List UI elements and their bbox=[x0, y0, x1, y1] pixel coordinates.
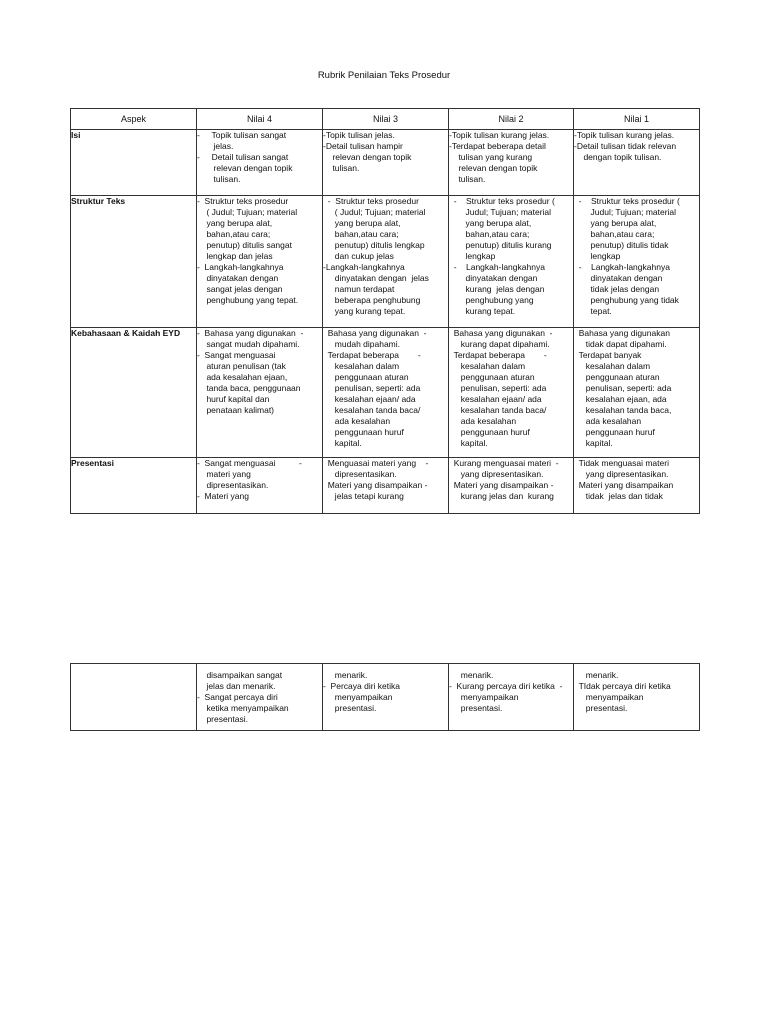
criteria-line: presentasi. bbox=[197, 714, 249, 724]
criteria-line: yang dipresentasikan. bbox=[449, 469, 544, 479]
criteria-cell bbox=[323, 664, 449, 731]
criteria-line: tulisan. bbox=[449, 174, 486, 184]
criteria-line: presentasi. bbox=[574, 703, 628, 713]
criteria-cell bbox=[197, 458, 323, 514]
criteria-line: kurang jelas dan kurang bbox=[449, 491, 554, 501]
criteria-line: Tidak menguasai materi bbox=[574, 458, 669, 468]
table-row bbox=[71, 130, 700, 196]
criteria-line: tulisan yang kurang bbox=[449, 152, 533, 162]
criteria-line: -Topik tulisan kurang jelas. bbox=[574, 130, 675, 140]
criteria-line: bahan,atau cara; bbox=[574, 229, 655, 239]
aspect-cell: Isi bbox=[71, 130, 197, 196]
criteria-cell bbox=[449, 196, 574, 328]
criteria-line: yang dipresentasikan. bbox=[574, 469, 669, 479]
criteria-line: penutup) ditulis sangat bbox=[197, 240, 292, 250]
criteria-line: kapital. bbox=[449, 438, 488, 448]
document-title: Rubrik Penilaian Teks Prosedur bbox=[317, 70, 451, 81]
criteria-cell bbox=[197, 328, 323, 458]
criteria-line: - Sangat menguasai - bbox=[197, 458, 302, 468]
criteria-line: bahan,atau cara; bbox=[323, 229, 399, 239]
criteria-line: Menguasai materi yang - bbox=[323, 458, 429, 468]
criteria-line: ( Judul; Tujuan; material bbox=[197, 207, 298, 217]
criteria-line: - Sangat percaya diri bbox=[197, 692, 278, 702]
criteria-line: ketika menyampaikan bbox=[197, 703, 289, 713]
criteria-line: beberapa penghubung bbox=[323, 295, 421, 305]
criteria-line: yang berupa alat, bbox=[323, 218, 401, 228]
criteria-cell bbox=[574, 130, 700, 196]
criteria-line: kesalahan tanda baca/ bbox=[449, 405, 547, 415]
column-header-nilai-3: Nilai 3 bbox=[323, 109, 449, 130]
criteria-line: penulisan, seperti: ada bbox=[323, 383, 421, 393]
criteria-line: kapital. bbox=[323, 438, 362, 448]
criteria-line: bahan,atau cara; bbox=[197, 229, 271, 239]
criteria-line: ada kesalahan bbox=[574, 416, 642, 426]
criteria-cell bbox=[449, 458, 574, 514]
criteria-line: tidak jelas dengan bbox=[574, 284, 660, 294]
criteria-line: disampaikan sangat bbox=[197, 670, 283, 680]
criteria-line: kapital. bbox=[574, 438, 613, 448]
criteria-line: -Detail tulisan hampir bbox=[323, 141, 403, 151]
criteria-line: - Struktur teks prosedur ( bbox=[449, 196, 555, 206]
criteria-line: ada kesalahan ejaan, bbox=[197, 372, 288, 382]
criteria-line: - Struktur teks prosedur bbox=[323, 196, 419, 206]
criteria-line: -Langkah-langkahnya bbox=[323, 262, 405, 272]
criteria-line: penutup) ditulis kurang bbox=[449, 240, 552, 250]
criteria-line: relevan dengan topik bbox=[449, 163, 538, 173]
criteria-line: -Topik tulisan jelas. bbox=[323, 130, 395, 140]
criteria-line: Terdapat beberapa - bbox=[449, 350, 547, 360]
criteria-line: kurang tepat. bbox=[449, 306, 516, 316]
aspect-cell: Kebahasaan & Kaidah EYD bbox=[71, 328, 197, 458]
table-header-row bbox=[71, 109, 700, 130]
criteria-line: dipresentasikan. bbox=[197, 480, 269, 490]
criteria-line: penggunaan aturan bbox=[323, 372, 409, 382]
criteria-line: tidak dapat dipahami. bbox=[574, 339, 667, 349]
criteria-line: dinyatakan dengan bbox=[449, 273, 538, 283]
criteria-line: lengkap bbox=[449, 251, 496, 261]
criteria-line: -Topik tulisan kurang jelas. bbox=[449, 130, 550, 140]
criteria-line: menyampaikan bbox=[574, 692, 644, 702]
criteria-line: kesalahan dalam bbox=[323, 361, 400, 371]
criteria-cell bbox=[449, 130, 574, 196]
column-header-nilai-1: Nilai 1 bbox=[574, 109, 700, 130]
rubric-table-continued bbox=[70, 663, 700, 731]
criteria-cell bbox=[449, 664, 574, 731]
criteria-line: lengkap bbox=[574, 251, 621, 261]
criteria-line: menarik. bbox=[449, 670, 494, 680]
criteria-line: tanda baca, penggunaan bbox=[197, 383, 301, 393]
criteria-line: penulisan, seperti: ada bbox=[574, 383, 672, 393]
criteria-line: dinyatakan dengan bbox=[574, 273, 663, 283]
criteria-line: penataan kalimat) bbox=[197, 405, 275, 415]
criteria-line: dinyatakan dengan jelas bbox=[323, 273, 429, 283]
aspect-cell: Presentasi bbox=[71, 458, 197, 514]
criteria-line: - Detail tulisan sangat bbox=[197, 152, 289, 162]
criteria-cell bbox=[574, 458, 700, 514]
criteria-line: - Langkah-langkahnya bbox=[197, 262, 284, 272]
criteria-line: jelas dan menarik. bbox=[197, 681, 276, 691]
criteria-line: kesalahan dalam bbox=[449, 361, 526, 371]
criteria-cell bbox=[323, 130, 449, 196]
criteria-line: kesalahan ejaan/ ada bbox=[323, 394, 416, 404]
criteria-line: yang berupa alat, bbox=[449, 218, 532, 228]
table-row bbox=[71, 328, 700, 458]
criteria-line: bahan,atau cara; bbox=[449, 229, 530, 239]
criteria-line: - Kurang percaya diri ketika - bbox=[449, 681, 563, 691]
criteria-line: penutup) ditulis tidak bbox=[574, 240, 669, 250]
criteria-line: Materi yang disampaikan - bbox=[323, 480, 428, 490]
criteria-line: ada kesalahan bbox=[323, 416, 391, 426]
criteria-line: - Struktur teks prosedur bbox=[197, 196, 289, 206]
criteria-line: sangat mudah dipahami. bbox=[197, 339, 300, 349]
criteria-line: menyampaikan bbox=[323, 692, 393, 702]
criteria-line: kesalahan dalam bbox=[574, 361, 651, 371]
criteria-line: dan cukup jelas bbox=[323, 251, 394, 261]
criteria-line: penghubung yang tidak bbox=[574, 295, 679, 305]
criteria-line: jelas tetapi kurang bbox=[323, 491, 404, 501]
criteria-line: dinyatakan dengan bbox=[197, 273, 279, 283]
criteria-line: penggunaan aturan bbox=[574, 372, 660, 382]
criteria-line: - Sangat menguasai bbox=[197, 350, 276, 360]
criteria-line: tulisan. bbox=[323, 163, 360, 173]
criteria-line: relevan dengan topik bbox=[323, 152, 412, 162]
criteria-line: mudah dipahami. bbox=[323, 339, 401, 349]
criteria-line: tepat. bbox=[574, 306, 612, 316]
aspect-cell bbox=[71, 664, 197, 731]
criteria-line: yang berupa alat, bbox=[197, 218, 273, 228]
criteria-line: ada kesalahan bbox=[449, 416, 517, 426]
criteria-cell bbox=[323, 458, 449, 514]
criteria-line: Kurang menguasai materi - bbox=[449, 458, 559, 468]
criteria-cell bbox=[197, 196, 323, 328]
criteria-cell bbox=[197, 664, 323, 731]
column-header-aspect: Aspek bbox=[71, 109, 197, 130]
criteria-line: presentasi. bbox=[449, 703, 503, 713]
criteria-cell bbox=[323, 328, 449, 458]
criteria-cell bbox=[574, 328, 700, 458]
criteria-line: yang kurang tepat. bbox=[323, 306, 406, 316]
criteria-line: materi yang bbox=[197, 469, 251, 479]
criteria-line: Judul; Tujuan; material bbox=[574, 207, 677, 217]
criteria-line: penulisan, seperti: ada bbox=[449, 383, 547, 393]
criteria-line: tidak jelas dan tidak bbox=[574, 491, 663, 501]
criteria-line: Terdapat banyak bbox=[574, 350, 642, 360]
table-row bbox=[71, 458, 700, 514]
criteria-line: penggunaan aturan bbox=[449, 372, 535, 382]
table-row bbox=[71, 196, 700, 328]
criteria-line: Bahasa yang digunakan - bbox=[323, 328, 427, 338]
criteria-line: penutup) ditulis lengkap bbox=[323, 240, 425, 250]
criteria-line: sangat jelas dengan bbox=[197, 284, 283, 294]
criteria-line: penggunaan huruf bbox=[574, 427, 655, 437]
criteria-line: Materi yang disampaikan bbox=[574, 480, 674, 490]
criteria-line: - Materi yang bbox=[197, 491, 249, 501]
criteria-line: yang berupa alat, bbox=[574, 218, 657, 228]
criteria-line: ( Judul; Tujuan; material bbox=[323, 207, 426, 217]
criteria-line: penghubung yang bbox=[449, 295, 534, 305]
criteria-line: aturan penulisan (tak bbox=[197, 361, 286, 371]
criteria-line: kurang jelas dengan bbox=[449, 284, 545, 294]
criteria-cell bbox=[449, 328, 574, 458]
criteria-line: kesalahan ejaan/ ada bbox=[449, 394, 542, 404]
column-header-nilai-2: Nilai 2 bbox=[449, 109, 574, 130]
criteria-line: Judul; Tujuan; material bbox=[449, 207, 552, 217]
criteria-line: tulisan. bbox=[197, 174, 241, 184]
criteria-line: Materi yang disampaikan - bbox=[449, 480, 554, 490]
criteria-line: penghubung yang tepat. bbox=[197, 295, 299, 305]
rubric-table bbox=[70, 108, 700, 514]
criteria-line: - Langkah-langkahnya bbox=[574, 262, 670, 272]
criteria-line: -Terdapat beberapa detail bbox=[449, 141, 546, 151]
criteria-cell bbox=[323, 196, 449, 328]
criteria-line: kesalahan tanda baca/ bbox=[323, 405, 421, 415]
criteria-cell bbox=[574, 196, 700, 328]
criteria-line: kesalahan tanda baca, bbox=[574, 405, 672, 415]
criteria-line: Bahasa yang digunakan - bbox=[449, 328, 553, 338]
column-header-nilai-4: Nilai 4 bbox=[197, 109, 323, 130]
criteria-cell bbox=[574, 664, 700, 731]
criteria-line: - Struktur teks prosedur ( bbox=[574, 196, 680, 206]
criteria-line: presentasi. bbox=[323, 703, 377, 713]
criteria-line: relevan dengan topik bbox=[197, 163, 293, 173]
criteria-line: namun terdapat bbox=[323, 284, 395, 294]
criteria-line: - Langkah-langkahnya bbox=[449, 262, 545, 272]
criteria-line: Bahasa yang digunakan bbox=[574, 328, 670, 338]
criteria-line: jelas. bbox=[197, 141, 234, 151]
criteria-line: menarik. bbox=[574, 670, 619, 680]
criteria-line: menyampaikan bbox=[449, 692, 519, 702]
table-row bbox=[71, 664, 700, 731]
criteria-line: Terdapat beberapa - bbox=[323, 350, 421, 360]
criteria-line: dipresentasikan. bbox=[323, 469, 397, 479]
criteria-line: dengan topik tulisan. bbox=[574, 152, 662, 162]
criteria-line: - Bahasa yang digunakan - bbox=[197, 328, 304, 338]
criteria-line: lengkap dan jelas bbox=[197, 251, 273, 261]
criteria-line: - Percaya diri ketika bbox=[323, 681, 400, 691]
criteria-line: TIdak percaya diri ketika bbox=[574, 681, 671, 691]
criteria-line: kesalahan ejaan, ada bbox=[574, 394, 667, 404]
criteria-line: - Topik tulisan sangat bbox=[197, 130, 287, 140]
criteria-cell bbox=[197, 130, 323, 196]
aspect-cell: Struktur Teks bbox=[71, 196, 197, 328]
criteria-line: penggunaan huruf bbox=[323, 427, 404, 437]
criteria-line: menarik. bbox=[323, 670, 368, 680]
criteria-line: huruf kapital dan bbox=[197, 394, 270, 404]
criteria-line: kurang dapat dipahami. bbox=[449, 339, 550, 349]
criteria-line: penggunaan huruf bbox=[449, 427, 530, 437]
criteria-line: -Detail tulisan tidak relevan bbox=[574, 141, 677, 151]
